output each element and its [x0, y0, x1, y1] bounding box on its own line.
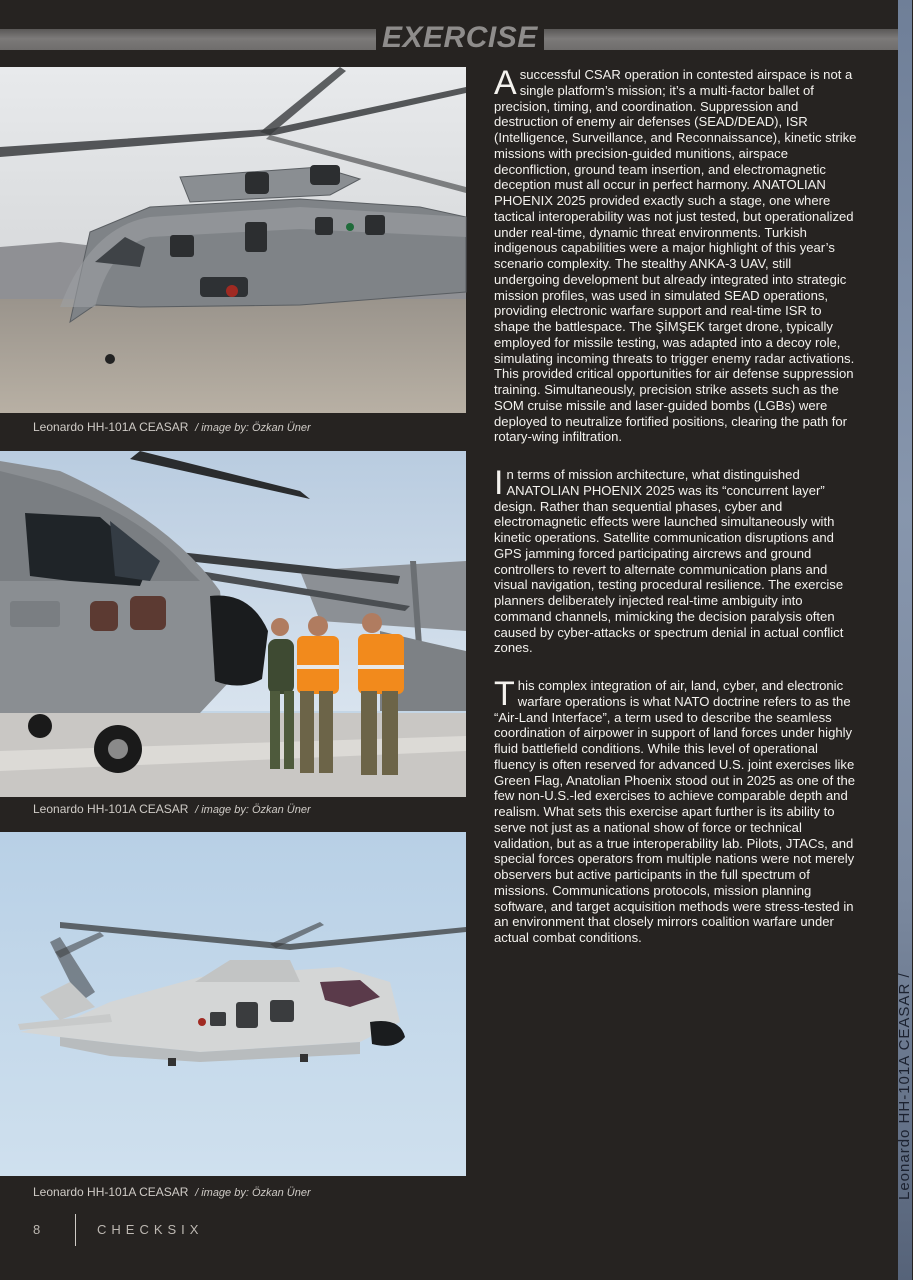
photo-helicopter-hover	[0, 67, 466, 413]
caption-credit: / image by: Özkan Üner	[195, 1187, 311, 1199]
photo-helicopter-ground	[0, 451, 466, 797]
drop-cap: T	[494, 675, 515, 713]
paragraph-text: his complex integration of air, land, cyber, and electronic warfare operations is what NATO doctrine refers to as the “Air-Land Interface”, a term used to describe the seamless coordination of airpower in support of land forces under highly fluid battlefield conditions. While this level of operational fluency is often reserved for advanced U.S. joint exercises like Green Flag, Anatolian Phoenix stood out in 2025 as one of the few non-U.S.-led exercises to achieve comparable depth and realism. What sets this exercise apart further is its ability to serve not just as a national show of force or technical validation, but as a true interoperability lab. Pilots, JTACs, and special forces operators from multiple nations were not merely observers but active participants in the full spectrum of missions. Communications protocols, mission planning software, and target acquisition methods were stress-tested in an environment that closely mirrors coalition warfare under actual combat conditions.	[494, 678, 856, 945]
paragraph-text: n terms of mission architecture, what distinguished ANATOLIAN PHOENIX 2025 was its “concurrent layer” design. Rather than sequential phases, cyber and electromagnetic effects were launched simultaneously with kinetic operations. Satellite communication disruptions and GPS jamming forced participating aircrews and ground controllers to revert to alternate communication plans and visual navigation, testing procedural resilience. The exercise planners deliberately injected real-time ambiguity into command channels, mimicking the decision paralysis often caused by cyber-attacks or spectrum denial in actual conflict zones.	[494, 467, 844, 656]
photo-caption	[33, 802, 311, 816]
drop-cap: A	[494, 64, 517, 102]
caption-title: Leonardo HH-101A CEASAR	[33, 1185, 189, 1199]
photo-helicopter-flight	[0, 832, 466, 1176]
drop-cap: I	[494, 464, 504, 502]
article-body	[494, 64, 858, 968]
section-title: EXERCISE	[376, 22, 544, 54]
caption-credit: / image by: Özkan Üner	[195, 422, 311, 434]
side-strip	[898, 0, 912, 1280]
photo-caption	[33, 1185, 311, 1199]
caption-title: Leonardo HH-101A CEASAR	[33, 420, 189, 434]
publication-name: CHECKSIX	[97, 1222, 204, 1237]
vest-right	[358, 634, 404, 694]
photo-caption	[33, 420, 311, 434]
article-paragraph	[494, 64, 858, 445]
paragraph-text: successful CSAR operation in contested airspace is not a single platform’s mission; it’s a multi-factor ballet of precision, timing, and coordination. Suppression and destruction of enemy air defenses (SEAD/DEAD), ISR (Intelligence, Surveillance, and Reconnaissance), kinetic strike missions with precision-guided munitions, airspace deconfliction, ground team insertion, and electromagnetic deception must all occur in perfect harmony. ANATOLIAN PHOENIX 2025 provided exactly such a stage, one where tactical interoperability was not just tested, but operationalized under real-time, dynamic threat environments. Turkish indigenous capabilities were a major highlight of this year’s scenario complexity. The stealthy ANKA-3 UAV, still undergoing development but already integrated into strategic mission profiles, was used in simulated SEAD operations, providing electronic warfare support and real-time ISR to shape the battlespace. The ŞİMŞEK target drone, typically employed for missile testing, was adapted into a decoy role, simulating incoming threats to trigger enemy radar activations. This provided critical opportunities for air defense suppression training. Simultaneously, precision strike assets such as the SOM cruise missile and laser-guided bombs (LGBs) were deployed to neutralize fortified positions, clearing the path for rotary-wing infiltration.	[494, 67, 857, 445]
article-paragraph	[494, 464, 858, 656]
caption-title: Leonardo HH-101A CEASAR	[33, 802, 189, 816]
article-paragraph	[494, 675, 858, 946]
page-number: 8	[33, 1222, 41, 1237]
caption-credit: / image by: Özkan Üner	[195, 804, 311, 816]
side-caption: Leonardo HH-101A CEASAR /	[896, 972, 913, 1200]
footer-divider	[75, 1214, 76, 1246]
